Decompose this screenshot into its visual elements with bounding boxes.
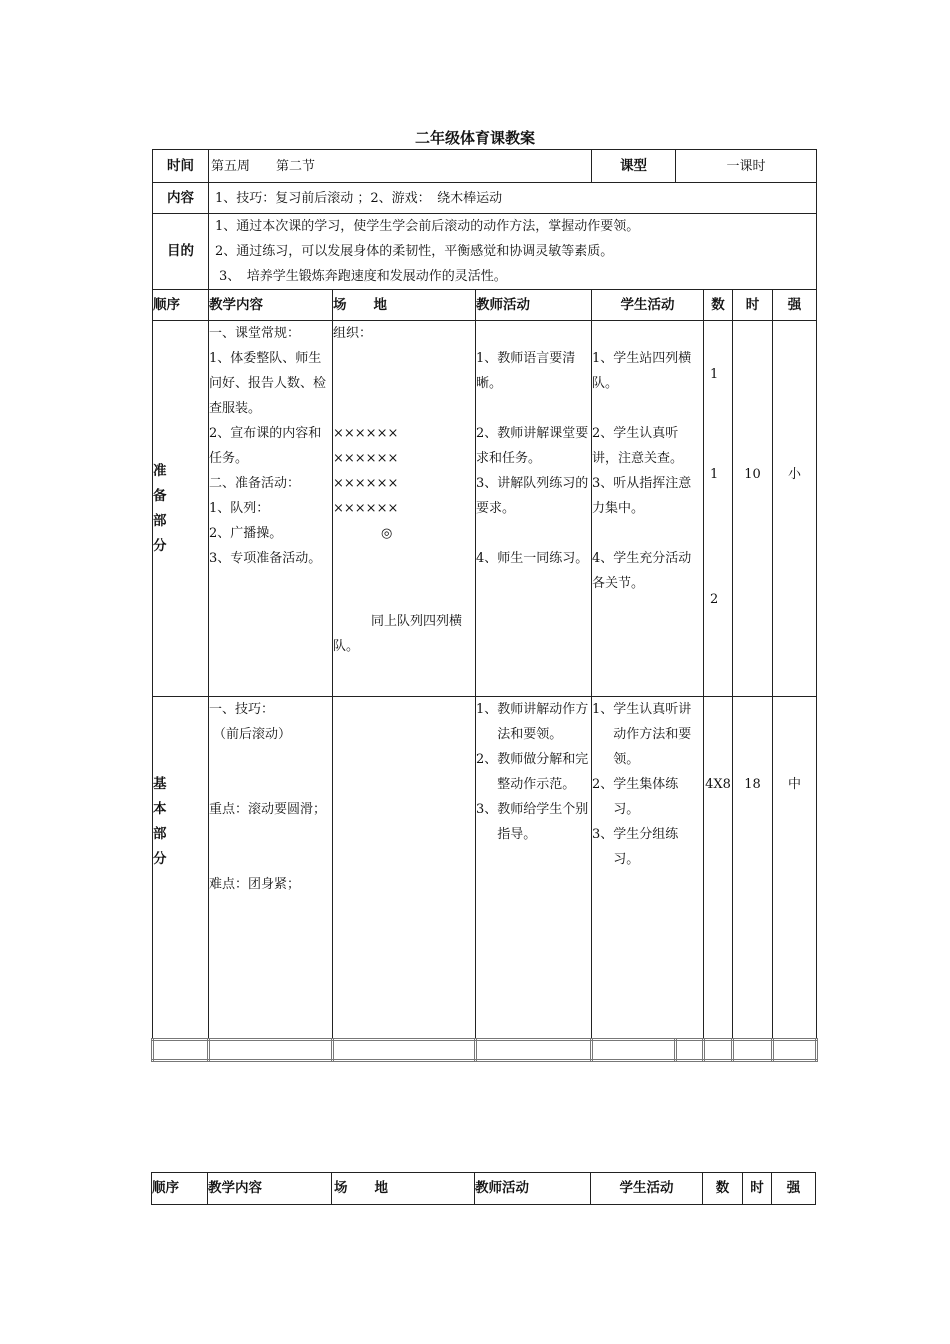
continuation-table bbox=[151, 1172, 816, 1205]
type-value: 一课时 bbox=[676, 150, 817, 183]
basic-venue bbox=[333, 697, 476, 1040]
prep-section-label: 准 备 部 分 bbox=[153, 321, 209, 697]
header-count: 数 bbox=[703, 1173, 743, 1205]
header-content: 教学内容 bbox=[209, 290, 333, 321]
header-intensity: 强 bbox=[772, 1173, 816, 1205]
prep-time: 10 bbox=[733, 321, 773, 697]
type-label: 课型 bbox=[592, 150, 676, 183]
prep-content: 一、课堂常规： 1、体委整队、师生问好、报告人数、检查服装。 2、宣布课的内容和任务。 二、准备活动： 1、队列： 2、广播操。 3、专项准备活动。 bbox=[209, 321, 333, 697]
time-label: 时间 bbox=[153, 150, 209, 183]
goal-line: 1、通过本次课的学习，使学生学会前后滚动的动作方法，掌握动作要领。 bbox=[215, 219, 640, 234]
basic-student: 1、 学生认真听讲动作方法和要领。 2、 学生集体练习。 3、 学生分组练习。 bbox=[592, 697, 704, 1040]
venue-label: 组织： bbox=[333, 326, 373, 341]
basic-section-label: 基 本 部 分 bbox=[153, 697, 209, 1040]
teacher-position-mark: ◎ bbox=[381, 526, 393, 541]
basic-row bbox=[153, 697, 817, 1040]
header-teacher: 教师活动 bbox=[476, 290, 592, 321]
time-value: 第五周 第二节 bbox=[209, 150, 592, 183]
formation-row: ×××××× bbox=[333, 476, 399, 491]
prep-intensity: 小 bbox=[773, 321, 817, 697]
header-row bbox=[153, 290, 817, 321]
header-venue: 场 地 bbox=[332, 1173, 475, 1205]
content-label: 内容 bbox=[153, 183, 209, 214]
difficulty: 难点：团身紧； bbox=[209, 877, 301, 892]
header-venue: 场 地 bbox=[333, 290, 476, 321]
prep-student: 1、学生站四列横队。 2、学生认真听讲，注意关查。 3、听从指挥注意力集中。 4、学生充分活动各关节。 bbox=[592, 321, 704, 697]
basic-content: 一、技巧： （前后滚动） 重点：滚动要圆滑； 难点：团身紧； bbox=[209, 697, 333, 1040]
header-count: 数 bbox=[704, 290, 733, 321]
header-student: 学生活动 bbox=[591, 1173, 703, 1205]
lesson-table bbox=[151, 149, 818, 1062]
formation-row: ×××××× bbox=[333, 426, 399, 441]
header-order: 顺序 bbox=[152, 1173, 208, 1205]
prep-teacher: 1、教师语言要清晰。 2、教师讲解课堂要求和任务。 3、讲解队列练习的要求。 4、师生一同练习。 bbox=[476, 321, 592, 697]
header-time: 时 bbox=[733, 290, 773, 321]
goal-lines bbox=[209, 214, 817, 290]
header-order: 顺序 bbox=[153, 290, 209, 321]
page-title: 二年级体育课教案 bbox=[414, 129, 535, 147]
goal-line: 3、 培养学生锻炼奔跑速度和发展动作的灵活性。 bbox=[219, 269, 507, 284]
header-teacher: 教师活动 bbox=[475, 1173, 591, 1205]
content-value: 1、技巧：复习前后滚动 ；2、游戏： 绕木棒运动 bbox=[209, 183, 817, 214]
prep-venue bbox=[333, 321, 476, 697]
goal-label: 目的 bbox=[153, 214, 209, 290]
venue-note: 同上队列四列横队。 bbox=[333, 614, 463, 654]
header-row bbox=[152, 1173, 816, 1205]
header-content: 教学内容 bbox=[208, 1173, 332, 1205]
prep-count: 1 1 2 bbox=[704, 321, 733, 697]
header-intensity: 强 bbox=[773, 290, 817, 321]
goal-line: 2、通过练习，可以发展身体的柔韧性，平衡感觉和协调灵敏等素质。 bbox=[215, 244, 614, 259]
blank-row bbox=[153, 1040, 817, 1061]
prep-row bbox=[153, 321, 817, 697]
formation-row: ×××××× bbox=[333, 451, 399, 466]
key-point: 重点：滚动要圆滑； bbox=[209, 802, 327, 817]
header-time: 时 bbox=[743, 1173, 772, 1205]
formation-row: ×××××× bbox=[333, 501, 399, 516]
basic-count: 4X8 bbox=[704, 697, 733, 1040]
basic-time: 18 bbox=[733, 697, 773, 1040]
formation bbox=[333, 421, 475, 546]
header-student: 学生活动 bbox=[592, 290, 704, 321]
basic-intensity: 中 bbox=[773, 697, 817, 1040]
basic-teacher: 1、 教师讲解动作方法和要领。 2、 教师做分解和完整动作示范。 3、 教师给学生个别指导。 bbox=[476, 697, 592, 1040]
